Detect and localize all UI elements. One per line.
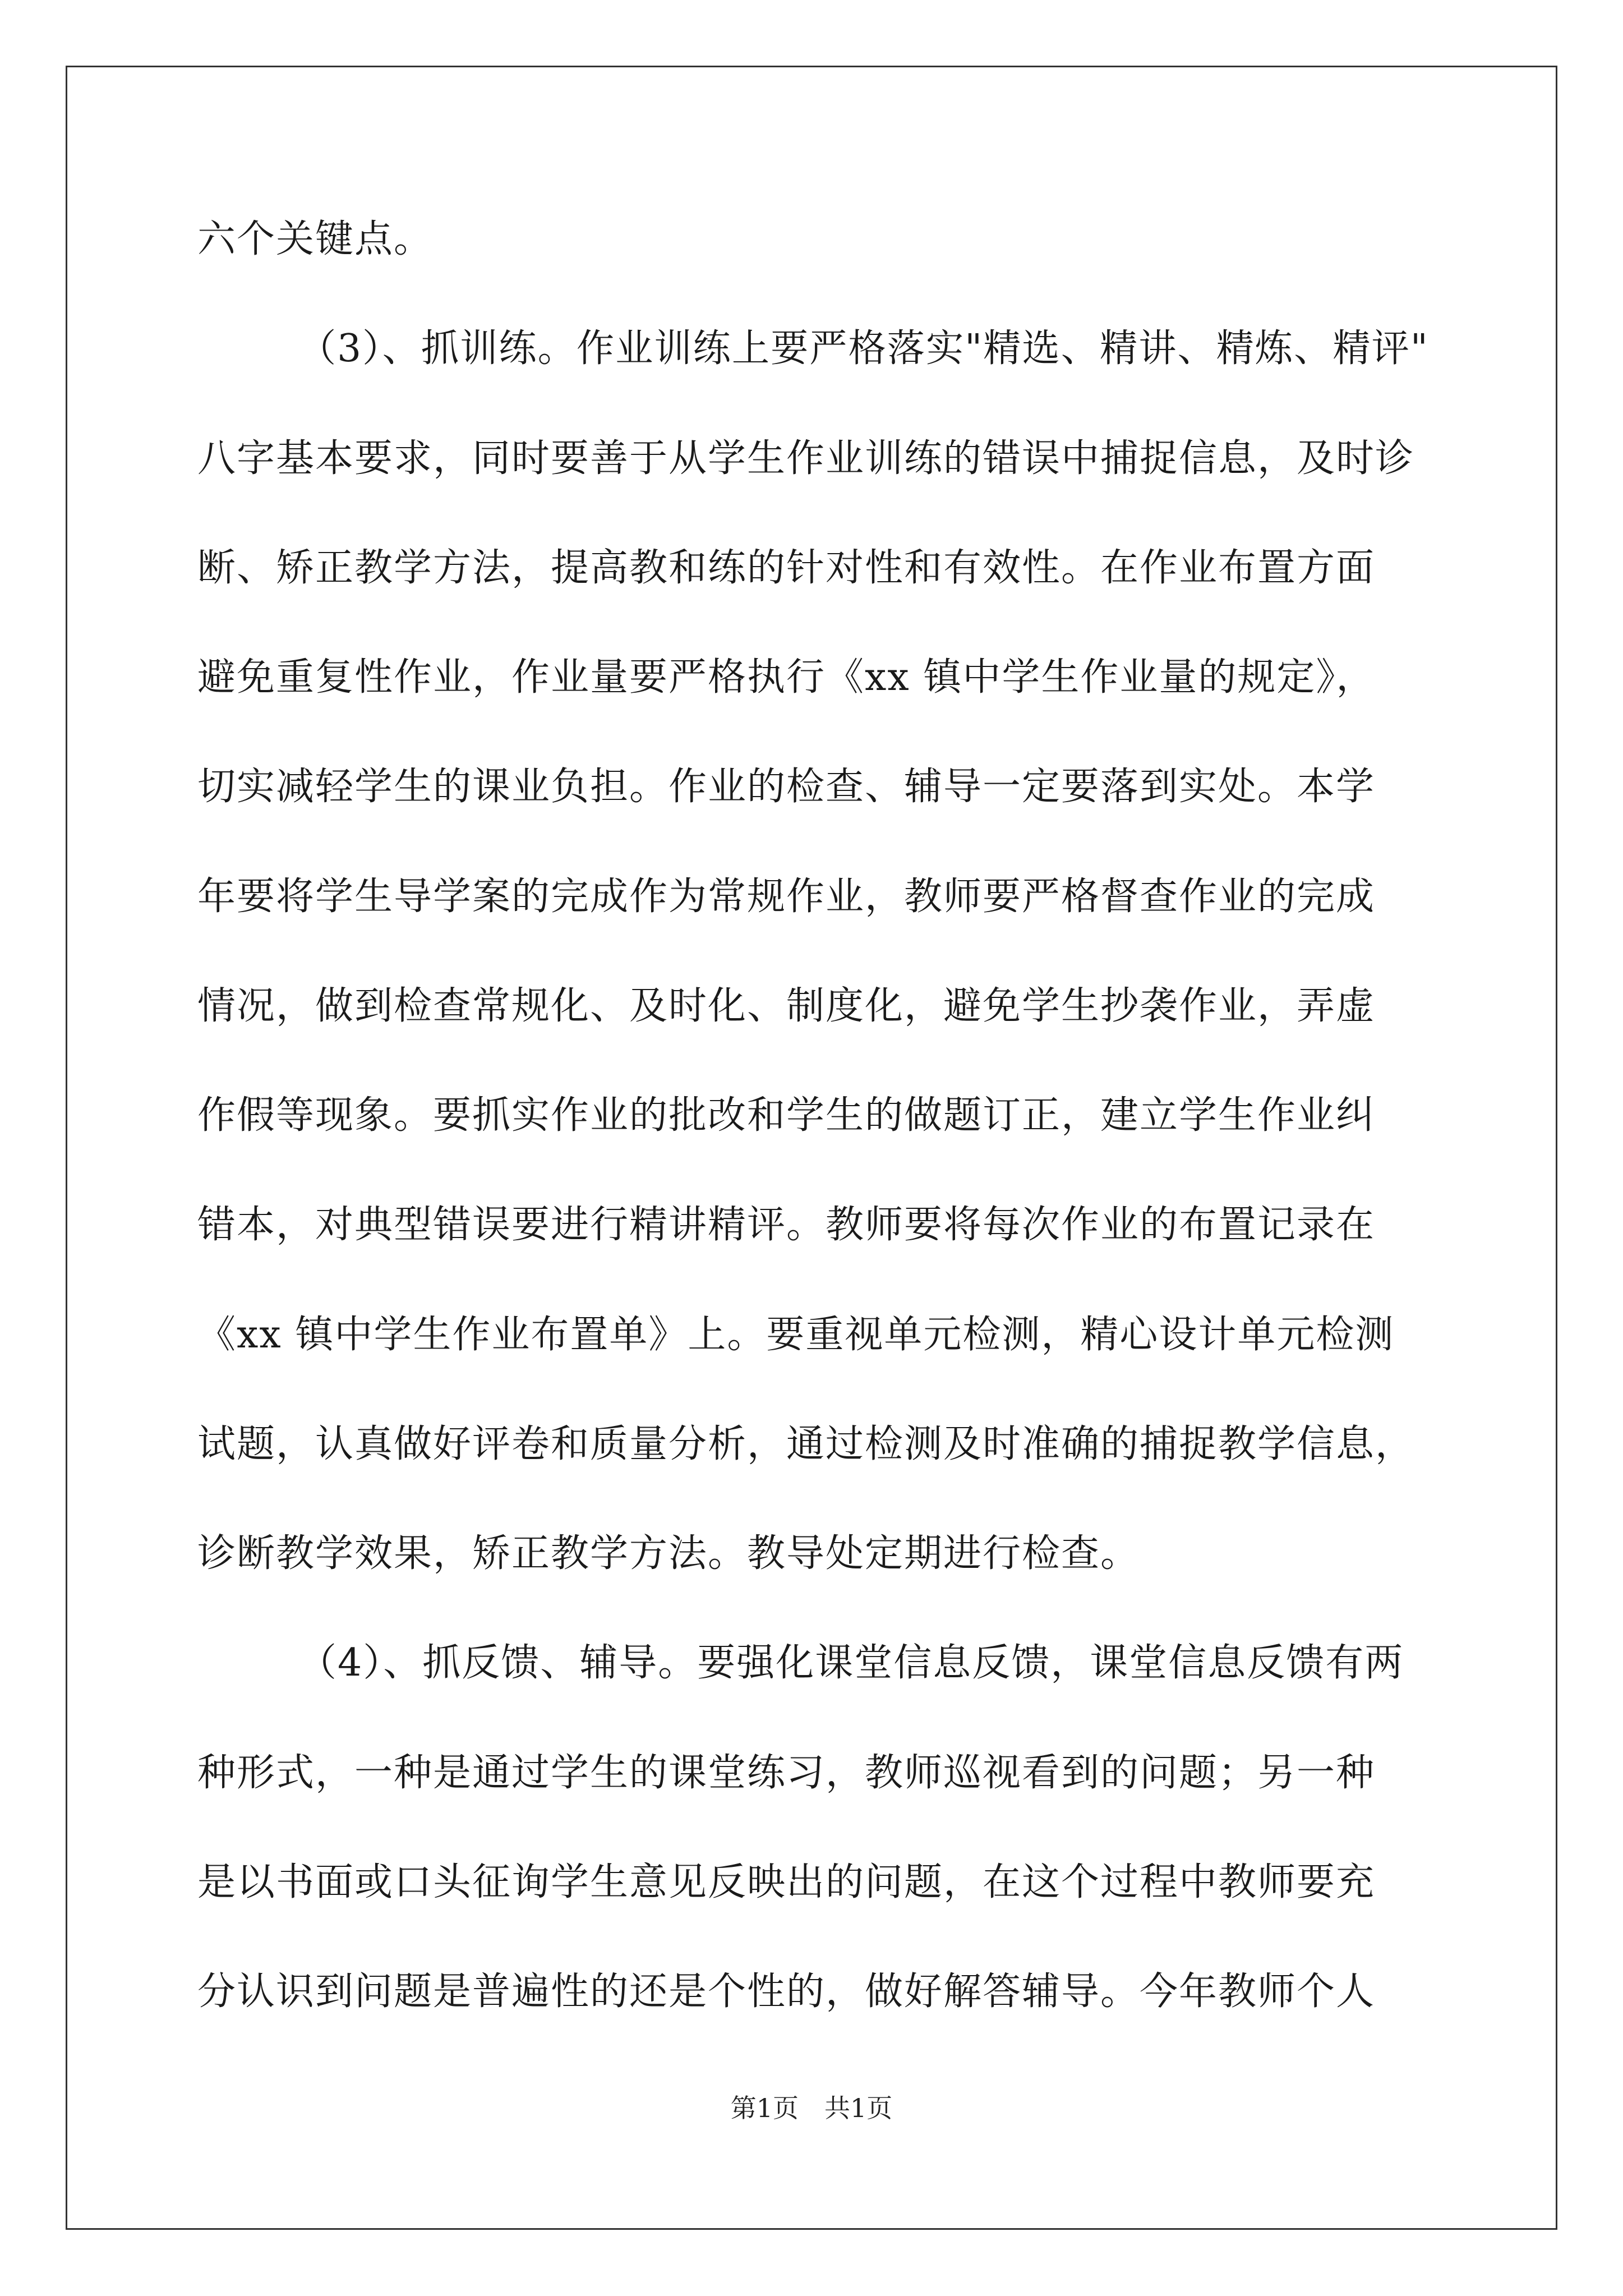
text-line: 分认识到问题是普遍性的还是个性的，做好解答辅导。今年教师个人 [197, 1970, 1376, 2014]
page-number-footer: 第1页 共1页 [730, 2093, 893, 2123]
text-line: 情况，做到检查常规化、及时化、制度化，避免学生抄袭作业，弄虚 [197, 984, 1376, 1028]
text-line: 六个关键点。 [197, 217, 434, 261]
text-line: 诊断教学效果，矫正教学方法。教导处定期进行检查。 [197, 1531, 1140, 1576]
text-line: 错本，对典型错误要进行精讲精评。教师要将每次作业的布置记录在 [197, 1203, 1376, 1247]
text-line: 种形式，一种是通过学生的课堂练习，教师巡视看到的问题；另一种 [197, 1751, 1376, 1795]
text-line: （4）、抓反馈、辅导。要强化课堂信息反馈，课堂信息反馈有两 [298, 1641, 1404, 1685]
text-line: 避免重复性作业，作业量要严格执行《xx 镇中学生作业量的规定》， [197, 655, 1376, 700]
text-line: 年要将学生导学案的完成作为常规作业，教师要严格督查作业的完成 [197, 875, 1376, 919]
text-line: 试题，认真做好评卷和质量分析，通过检测及时准确的捕捉教学信息， [197, 1422, 1415, 1466]
text-line: 作假等现象。要抓实作业的批改和学生的做题订正，建立学生作业纠 [197, 1093, 1376, 1138]
text-line: （3）、抓训练。作业训练上要严格落实"精选、精讲、精炼、精评" [298, 326, 1429, 371]
text-line: 八字基本要求，同时要善于从学生作业训练的错误中捕捉信息，及时诊 [197, 436, 1415, 481]
text-line: 是以书面或口头征询学生意见反映出的问题，在这个过程中教师要充 [197, 1860, 1376, 1904]
text-line: 断、矫正教学方法，提高教和练的针对性和有效性。在作业布置方面 [197, 546, 1376, 590]
text-line: 切实减轻学生的课业负担。作业的检查、辅导一定要落到实处。本学 [197, 765, 1376, 809]
text-line: 《xx 镇中学生作业布置单》上。要重视单元检测，精心设计单元检测 [197, 1313, 1395, 1357]
